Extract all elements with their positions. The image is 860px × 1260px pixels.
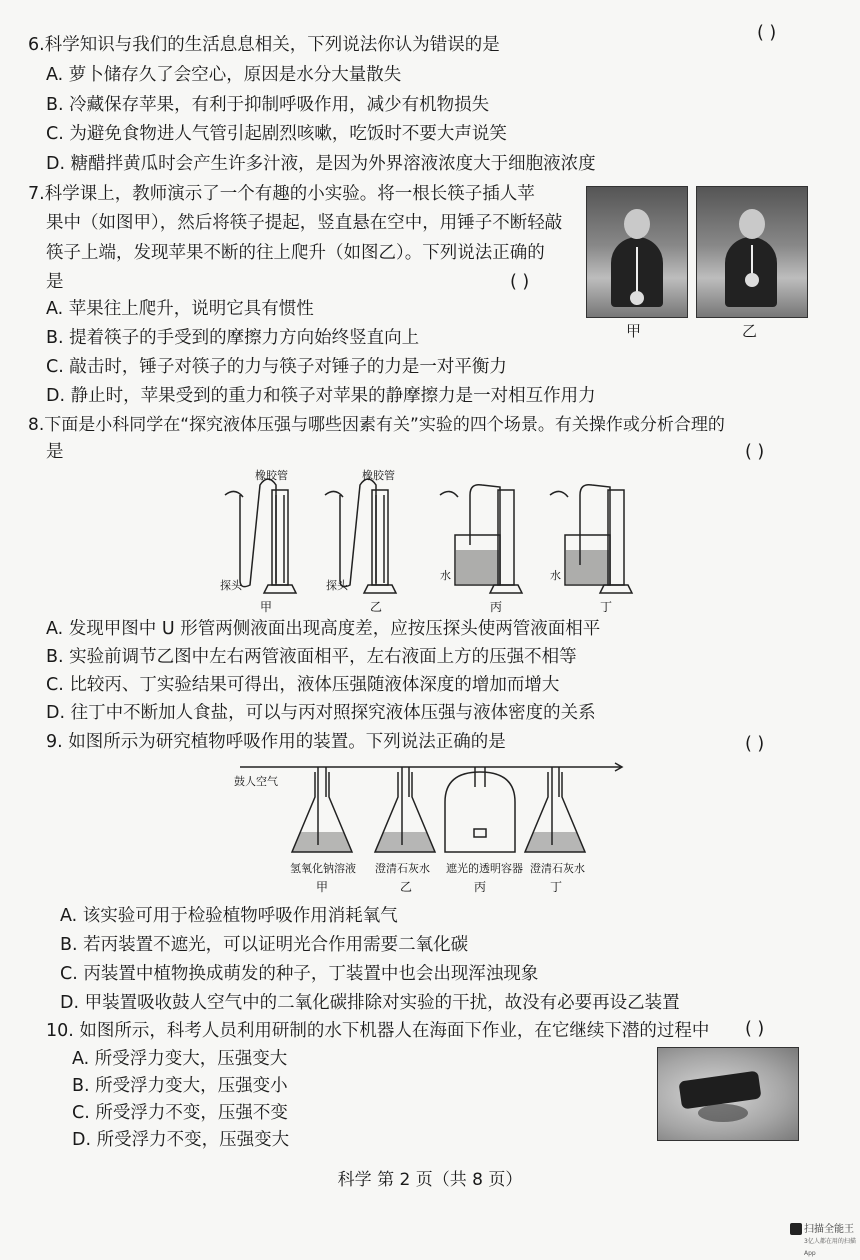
q9-caption-d: 丁 (550, 880, 563, 894)
q8-label-water-d: 水 (550, 569, 561, 582)
q6-answer-paren: ( ) (757, 23, 777, 43)
q8-label-probe-a: 探头 (220, 579, 242, 592)
q8-label-water-c: 水 (440, 569, 451, 582)
scanner-logo-icon (790, 1223, 802, 1235)
scanner-watermark (790, 1223, 860, 1260)
page-footer: 科学 第 2 页（共 8 页） (337, 1170, 523, 1190)
scanner-brand: 扫描全能王 (804, 1224, 854, 1235)
q9-label-flask-d: 澄清石灰水 (530, 862, 585, 875)
q7-option-b: B. 提着筷子的手受到的摩擦力方向始终竖直向上 (46, 328, 420, 348)
q7-photo-b (696, 186, 808, 318)
q7-answer-paren: ( ) (510, 272, 530, 292)
q7-stem-line-2: 果中（如图甲），然后将筷子提起，竖直悬在空中，用锤子不断轻敲 (46, 213, 563, 233)
q9-answer-paren: ( ) (745, 734, 765, 754)
q10-robot-photo (657, 1047, 799, 1141)
q8-option-d: D. 往丁中不断加人食盐，可以与丙对照探究液体压强与液体密度的关系 (46, 703, 596, 723)
q9-stem: 9. 如图所示为研究植物呼吸作用的装置。下列说法正确的是 (46, 732, 506, 752)
q9-label-air: 鼓人空气 (234, 775, 278, 788)
q8-caption-b: 乙 (370, 600, 383, 614)
q8-option-b: B. 实验前调节乙图中左右两管液面相平，左右液面上方的压强不相等 (46, 647, 577, 667)
q9-label-flask-b: 澄清石灰水 (375, 862, 430, 875)
q10-answer-paren: ( ) (745, 1019, 765, 1039)
q8-stem-line-2: 是 (46, 442, 64, 462)
q6-option-c: C. 为避免食物进人气管引起剧烈咳嗽，吃饭时不要大声说笑 (46, 124, 507, 144)
q10-option-b: B. 所受浮力变大，压强变小 (72, 1076, 288, 1096)
q9-option-a: A. 该实验可用于检验植物呼吸作用消耗氧气 (60, 906, 398, 926)
q9-option-b: B. 若丙装置不遮光，可以证明光合作用需要二氧化碳 (60, 935, 469, 955)
q8-caption-c: 丙 (490, 600, 503, 614)
q9-option-c: C. 丙装置中植物换成萌发的种子，丁装置中也会出现浑浊现象 (60, 964, 539, 984)
q6-stem: 6.科学知识与我们的生活息息相关，下列说法你认为错误的是 (28, 35, 500, 55)
q7-caption-a: 甲 (626, 322, 642, 340)
q9-respiration-figure (230, 757, 630, 897)
q7-stem-line-3: 筷子上端，发现苹果不断的往上爬升（如图乙）。下列说法正确的 (46, 243, 545, 263)
q10-option-d: D. 所受浮力不变，压强变大 (72, 1130, 290, 1150)
q8-caption-d: 丁 (600, 600, 613, 614)
q8-answer-paren: ( ) (745, 442, 765, 462)
q9-caption-c: 丙 (474, 880, 487, 894)
q10-stem: 10. 如图所示，科考人员利用研制的水下机器人在海面下作业，在它继续下潜的过程中 (46, 1021, 710, 1041)
q7-option-c: C. 敲击时，锤子对筷子的力与筷子对锤子的力是一对平衡力 (46, 357, 507, 377)
q7-stem-line-4: 是 (46, 272, 64, 292)
q6-option-a: A. 萝卜储存久了会空心，原因是水分大量散失 (46, 65, 402, 85)
q8-option-c: C. 比较丙、丁实验结果可得出，液体压强随液体深度的增加而增大 (46, 675, 560, 695)
q9-option-d: D. 甲装置吸收鼓人空气中的二氧化碳排除对实验的干扰，故没有必要再设乙装置 (60, 993, 680, 1013)
q10-option-a: A. 所受浮力变大，压强变大 (72, 1049, 288, 1069)
q9-caption-a: 甲 (316, 880, 329, 894)
q7-photo-a (586, 186, 688, 318)
q7-caption-b: 乙 (742, 322, 758, 340)
q8-label-tube-a: 橡胶管 (255, 469, 288, 482)
q7-option-a: A. 苹果往上爬升，说明它具有惯性 (46, 299, 314, 319)
q9-label-flask-c: 遮光的透明容器 (446, 862, 523, 875)
scanner-sub: 3亿人都在用的扫描App (804, 1238, 856, 1257)
q7-stem-line-1: 7.科学课上，教师演示了一个有趣的小实验。将一根长筷子插人苹 (28, 184, 535, 204)
q9-caption-b: 乙 (400, 880, 413, 894)
q6-option-d: D. 糖醋拌黄瓜时会产生许多汁液，是因为外界溶液浓度大于细胞液浓度 (46, 154, 596, 174)
q6-option-b: B. 冷藏保存苹果，有利于抑制呼吸作用，减少有机物损失 (46, 95, 490, 115)
q10-option-c: C. 所受浮力不变，压强不变 (72, 1103, 288, 1123)
q8-label-tube-b: 橡胶管 (362, 469, 395, 482)
q8-manometer-figure (200, 465, 650, 615)
q9-label-flask-a: 氢氧化钠溶液 (290, 862, 356, 875)
q8-label-probe-b: 探头 (326, 579, 348, 592)
q7-option-d: D. 静止时，苹果受到的重力和筷子对苹果的静摩擦力是一对相互作用力 (46, 386, 596, 406)
q8-stem-line-1: 8.下面是小科同学在“探究液体压强与哪些因素有关”实验的四个场景。有关操作或分析合理的 (28, 415, 725, 435)
q8-caption-a: 甲 (260, 600, 273, 614)
q8-option-a: A. 发现甲图中 U 形管两侧液面出现高度差，应按压探头使两管液面相平 (46, 619, 601, 639)
